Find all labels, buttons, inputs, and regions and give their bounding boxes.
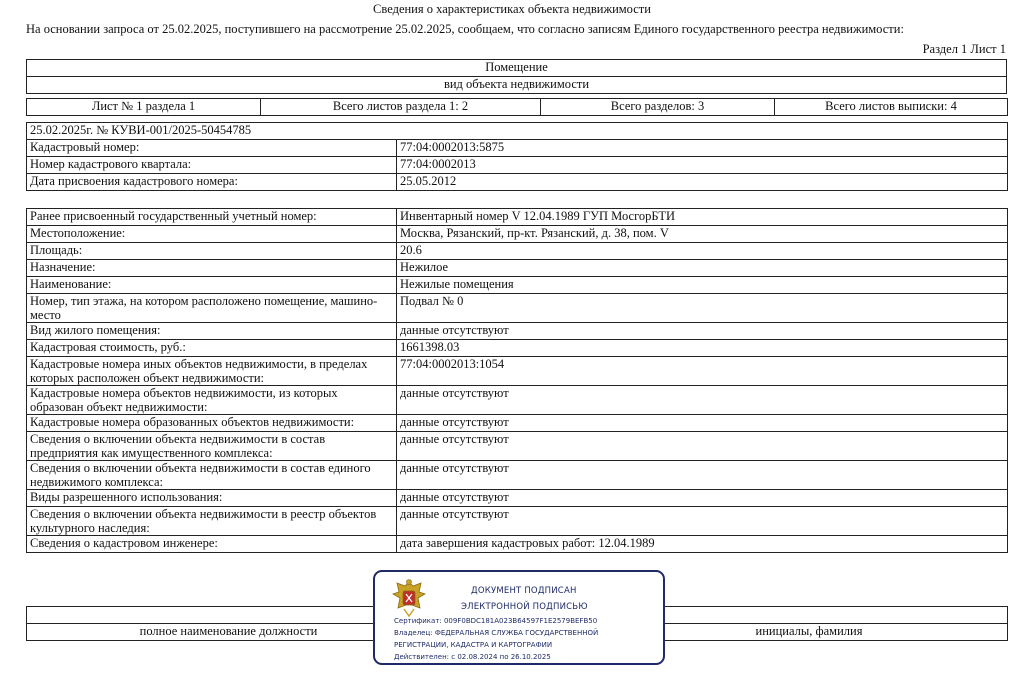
row-value: данные отсутствуют (397, 323, 1008, 340)
stamp-validity: Действителен: с 02.08.2024 по 26.10.2025 (394, 653, 551, 661)
coat-of-arms-icon (391, 578, 427, 618)
row-label: Сведения о кадастровом инженере: (27, 536, 397, 553)
characteristics-table (26, 208, 1008, 553)
stamp-title-line2: ЭЛЕКТРОННОЙ ПОДПИСЬЮ (461, 602, 588, 612)
table-row (27, 386, 1008, 415)
row-value: данные отсутствуют (397, 415, 1008, 432)
row-value: Нежилые помещения (397, 277, 1008, 294)
row-label: Виды разрешенного использования: (27, 490, 397, 507)
row-value: 77:04:0002013 (397, 157, 1008, 174)
row-label: Ранее присвоенный государственный учетный номер: (27, 209, 397, 226)
signature-position-cell (27, 607, 431, 624)
row-label: Кадастровая стоимость, руб.: (27, 340, 397, 357)
stamp-certificate: Сертификат: 009F0BDC181A023B64597F1E2579BEFB50 (394, 617, 598, 625)
row-label: Сведения о включении объекта недвижимости в состав единого недвижимого комплекса: (27, 461, 397, 490)
stamp-owner: Владелец: ФЕДЕРАЛЬНАЯ СЛУЖБА ГОСУДАРСТВЕННОЙ (394, 629, 599, 637)
row-value: 77:04:0002013:5875 (397, 140, 1008, 157)
table-row (27, 209, 1008, 226)
electronic-signature-stamp (373, 570, 665, 665)
row-value: 77:04:0002013:1054 (397, 357, 1008, 386)
row-value: данные отсутствуют (397, 490, 1008, 507)
identification-table (26, 122, 1008, 191)
row-label: Сведения о включении объекта недвижимости в реестр объектов культурного наследия: (27, 507, 397, 536)
row-label: Дата присвоения кадастрового номера: (27, 174, 397, 191)
table-row (27, 226, 1008, 243)
table-row (27, 461, 1008, 490)
table-row (27, 357, 1008, 386)
row-label: Местоположение: (27, 226, 397, 243)
row-value: Нежилое (397, 260, 1008, 277)
table-row (27, 243, 1008, 260)
row-value: данные отсутствуют (397, 386, 1008, 415)
row-label: Кадастровые номера образованных объектов недвижимости: (27, 415, 397, 432)
table-row (27, 415, 1008, 432)
row-value: Москва, Рязанский, пр-кт. Рязанский, д. 38, пом. V (397, 226, 1008, 243)
row-value: 20.6 (397, 243, 1008, 260)
stamp-title-line1: ДОКУМЕНТ ПОДПИСАН (471, 586, 577, 596)
document-title: Сведения о характеристиках объекта недвижимости (373, 2, 651, 16)
row-label: Кадастровые номера объектов недвижимости, из которых образован объект недвижимости: (27, 386, 397, 415)
row-value: Подвал № 0 (397, 294, 1008, 323)
table-row (27, 277, 1008, 294)
row-label: Номер, тип этажа, на котором расположено помещение, машино-место (27, 294, 397, 323)
table-row (27, 340, 1008, 357)
extract-number: 25.02.2025г. № КУВИ-001/2025-50454785 (27, 123, 1008, 140)
row-label: Кадастровые номера иных объектов недвижимости, в пределах которых расположен объект недвижимости: (27, 357, 397, 386)
table-row (27, 174, 1008, 191)
table-row (27, 432, 1008, 461)
row-label: Наименование: (27, 277, 397, 294)
row-value: данные отсутствуют (397, 507, 1008, 536)
table-row (27, 157, 1008, 174)
object-kind-table (26, 59, 1007, 94)
object-kind-value: Помещение (27, 60, 1007, 77)
row-label: Сведения о включении объекта недвижимости в состав предприятия как имущественного комплекса: (27, 432, 397, 461)
object-kind-label: вид объекта недвижимости (27, 77, 1007, 94)
table-row (27, 490, 1008, 507)
table-row (27, 140, 1008, 157)
signature-name-cell (611, 607, 1008, 624)
row-value: 25.05.2012 (397, 174, 1008, 191)
row-label: Кадастровый номер: (27, 140, 397, 157)
intro-text: На основании запроса от 25.02.2025, поступившего на рассмотрение 25.02.2025, сообщаем, что согласно записям Единого государственного реестра недвижимости: (26, 22, 904, 36)
sheets-table (26, 98, 1008, 116)
table-row (27, 260, 1008, 277)
row-label: Вид жилого помещения: (27, 323, 397, 340)
row-value: дата завершения кадастровых работ: 12.04.1989 (397, 536, 1008, 553)
table-row (27, 507, 1008, 536)
table-row (27, 323, 1008, 340)
section-reference: Раздел 1 Лист 1 (922, 42, 1006, 56)
name-label: инициалы, фамилия (611, 624, 1008, 641)
row-value: Инвентарный номер V 12.04.1989 ГУП МосгорБТИ (397, 209, 1008, 226)
table-row (27, 294, 1008, 323)
row-label: Номер кадастрового квартала: (27, 157, 397, 174)
row-label: Площадь: (27, 243, 397, 260)
row-label: Назначение: (27, 260, 397, 277)
stamp-owner-continued: РЕГИСТРАЦИИ, КАДАСТРА И КАРТОГРАФИИ (394, 641, 553, 649)
row-value: 1661398.03 (397, 340, 1008, 357)
total-sheets-extract: Всего листов выписки: 4 (775, 99, 1008, 116)
row-value: данные отсутствуют (397, 432, 1008, 461)
table-row (27, 536, 1008, 553)
total-sections: Всего разделов: 3 (541, 99, 775, 116)
row-value: данные отсутствуют (397, 461, 1008, 490)
position-label: полное наименование должности (27, 624, 431, 641)
sheet-number: Лист № 1 раздела 1 (27, 99, 261, 116)
total-sheets-section: Всего листов раздела 1: 2 (261, 99, 541, 116)
